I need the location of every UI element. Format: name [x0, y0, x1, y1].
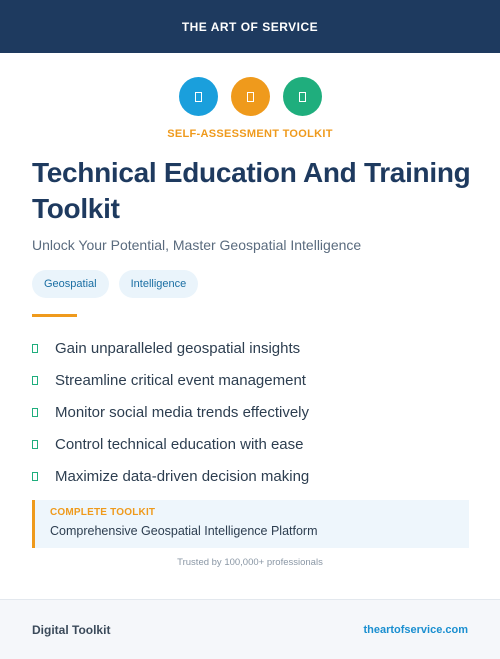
- check-icon: [32, 376, 38, 385]
- orange-circle-badge: [231, 77, 270, 116]
- feature-text: Control technical education with ease: [55, 435, 304, 453]
- feature-item: [32, 364, 309, 396]
- feature-item: [32, 332, 309, 364]
- icon-row: [0, 77, 500, 116]
- toolkit-eyebrow: SELF-ASSESSMENT TOOLKIT: [167, 128, 333, 140]
- footer-bar: [0, 599, 500, 659]
- trusted-note: Trusted by 100,000+ professionals: [177, 557, 323, 568]
- accent-divider: [32, 314, 77, 317]
- website-link[interactable]: theartofservice.com: [363, 623, 468, 636]
- brand-name: THE ART OF SERVICE: [181, 19, 319, 34]
- check-icon: [32, 472, 38, 481]
- document-icon: [299, 92, 306, 102]
- feature-list: [32, 332, 309, 492]
- green-circle-badge: [283, 77, 322, 116]
- tag-intelligence: Intelligence: [119, 270, 199, 298]
- page-subtitle: Unlock Your Potential, Master Geospatial Intelligence: [32, 237, 362, 253]
- footer-label: Digital Toolkit: [32, 622, 111, 637]
- check-icon: [32, 344, 38, 353]
- feature-item: [32, 396, 309, 428]
- header-bar: [0, 0, 500, 53]
- document-icon: [195, 92, 202, 102]
- feature-text: Gain unparalleled geospatial insights: [55, 339, 301, 357]
- tag-list: [32, 270, 198, 298]
- feature-item: [32, 460, 309, 492]
- toolkit-callout: [32, 500, 469, 548]
- page-title: Technical Education And Training Toolkit: [32, 157, 471, 224]
- callout-label: COMPLETE TOOLKIT: [50, 507, 156, 518]
- feature-text: Maximize data-driven decision making: [55, 467, 310, 485]
- blue-circle-badge: [179, 77, 218, 116]
- feature-text: Streamline critical event management: [55, 371, 306, 389]
- feature-item: [32, 428, 309, 460]
- document-icon: [247, 92, 254, 102]
- tag-geospatial: Geospatial: [32, 270, 109, 298]
- check-icon: [32, 440, 38, 449]
- check-icon: [32, 408, 38, 417]
- feature-text: Monitor social media trends effectively: [55, 403, 310, 421]
- callout-text: Comprehensive Geospatial Intelligence Platform: [50, 524, 318, 538]
